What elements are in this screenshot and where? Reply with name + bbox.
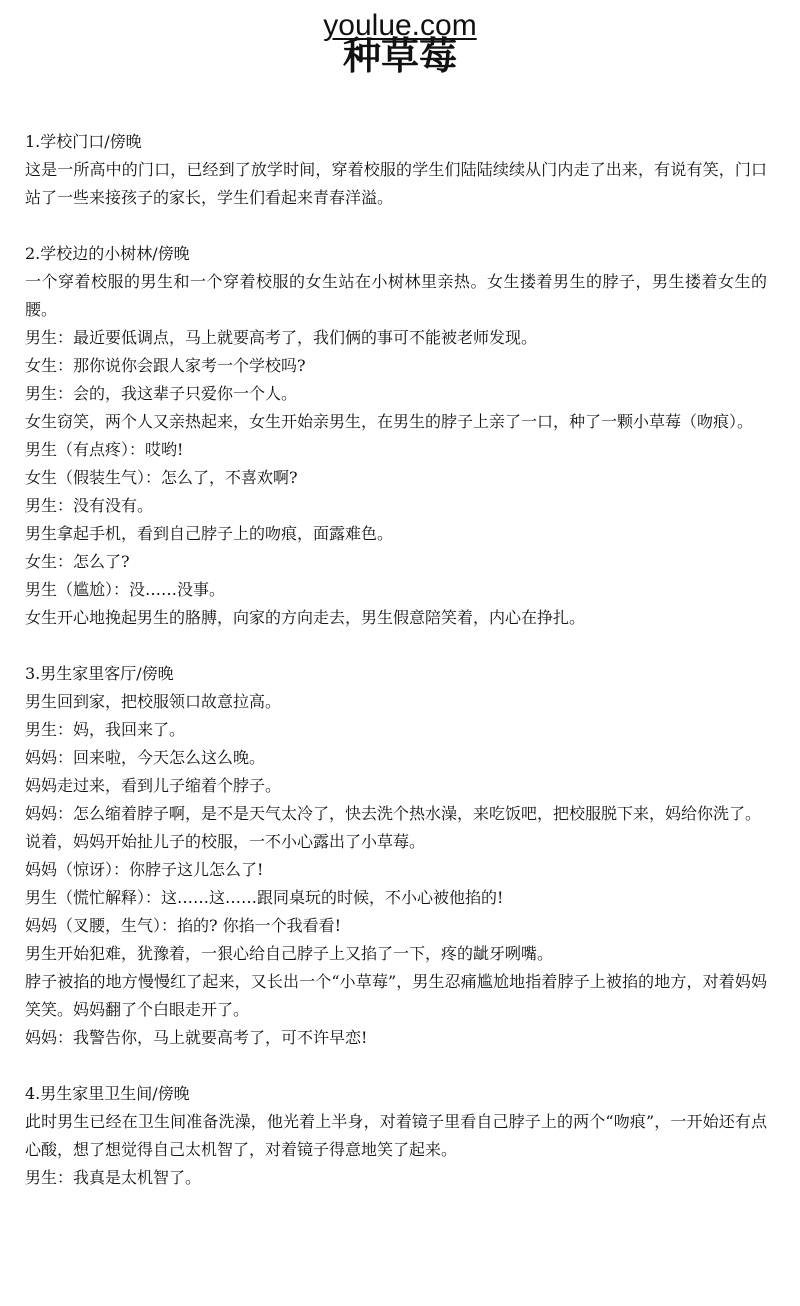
dialogue-line: 男生：妈，我回来了。 (25, 720, 186, 739)
scene-2 (25, 240, 767, 632)
scene-1 (25, 128, 767, 212)
paragraph: 一个穿着校服的男生和一个穿着校服的女生站在小树林里亲热。女生搂着男生的脖子，男生搂着女生的腰。 (25, 272, 767, 319)
scene-heading: 3.男生家里客厅/傍晚 (25, 664, 174, 683)
paragraph: 此时男生已经在卫生间准备洗澡，他光着上半身，对着镜子里看自己脖子上的两个“吻痕”，一开始还有点心酸，想了想觉得自己太机智了，对着镜子得意地笑了起来。 (25, 1112, 767, 1159)
page-title: 种草莓 (342, 33, 457, 78)
dialogue-line: 妈妈：怎么缩着脖子啊，是不是天气太冷了，快去洗个热水澡，来吃饭吧，把校服脱下来，妈给你洗了。 (25, 804, 762, 823)
paragraph: 妈妈走过来，看到儿子缩着个脖子。 (25, 776, 282, 795)
watermark-text: youlue.com (323, 9, 477, 42)
paragraph: 男生拿起手机，看到自己脖子上的吻痕，面露难色。 (25, 524, 394, 543)
paragraph: 这是一所高中的门口，已经到了放学时间，穿着校服的学生们陆陆续续从门内走了出来，有说有笑，门口站了一些来接孩子的家长，学生们看起来青春洋溢。 (25, 160, 767, 207)
dialogue-line: 男生：我真是太机智了。 (25, 1168, 202, 1187)
paragraph: 男生回到家，把校服领口故意拉高。 (25, 692, 282, 711)
scene-heading: 1.学校门口/傍晚 (25, 132, 142, 151)
paragraph: 男生开始犯难，犹豫着，一狠心给自己脖子上又掐了一下，疼的龇牙咧嘴。 (25, 944, 554, 963)
dialogue-line: 男生（尴尬）：没……没事。 (25, 580, 226, 599)
scene-3 (25, 660, 767, 1052)
dialogue-line: 男生：会的，我这辈子只爱你一个人。 (25, 384, 298, 403)
dialogue-line: 男生：没有没有。 (25, 496, 154, 515)
dialogue-line: 妈妈（惊讶）：你脖子这儿怎么了! (25, 860, 264, 879)
dialogue-line: 男生（有点疼）：哎哟! (25, 440, 184, 459)
dialogue-line: 妈妈：我警告你，马上就要高考了，可不许早恋! (25, 1028, 368, 1047)
dialogue-line: 男生（慌忙解释）：这……这……跟同桌玩的时候，不小心被他掐的! (25, 888, 504, 907)
dialogue-line: 女生：怎么了? (25, 552, 130, 571)
paragraph: 女生开心地挽起男生的胳膊，向家的方向走去，男生假意陪笑着，内心在挣扎。 (25, 608, 586, 627)
dialogue-line: 女生：那你说你会跟人家考一个学校吗? (25, 356, 306, 375)
paragraph: 脖子被掐的地方慢慢红了起来，又长出一个“小草莓”，男生忍痛尴尬地指着脖子上被掐的地方，对着妈妈笑笑。妈妈翻了个白眼走开了。 (25, 972, 767, 1019)
scene-heading: 4.男生家里卫生间/傍晚 (25, 1084, 190, 1103)
script-body (25, 128, 767, 1192)
dialogue-line: 男生：最近要低调点，马上就要高考了，我们俩的事可不能被老师发现。 (25, 328, 538, 347)
paragraph: 女生窃笑，两个人又亲热起来，女生开始亲男生，在男生的脖子上亲了一口，种了一颗小草莓（吻痕）。 (25, 412, 754, 431)
scene-4 (25, 1080, 767, 1192)
scene-heading: 2.学校边的小树林/傍晚 (25, 244, 190, 263)
dialogue-line: 女生（假装生气）：怎么了，不喜欢啊? (25, 468, 298, 487)
paragraph: 说着，妈妈开始扯儿子的校服，一不小心露出了小草莓。 (25, 832, 426, 851)
dialogue-line: 妈妈：回来啦，今天怎么这么晚。 (25, 748, 266, 767)
dialogue-line: 妈妈（叉腰，生气）：掐的? 你掐一个我看看! (25, 916, 342, 935)
